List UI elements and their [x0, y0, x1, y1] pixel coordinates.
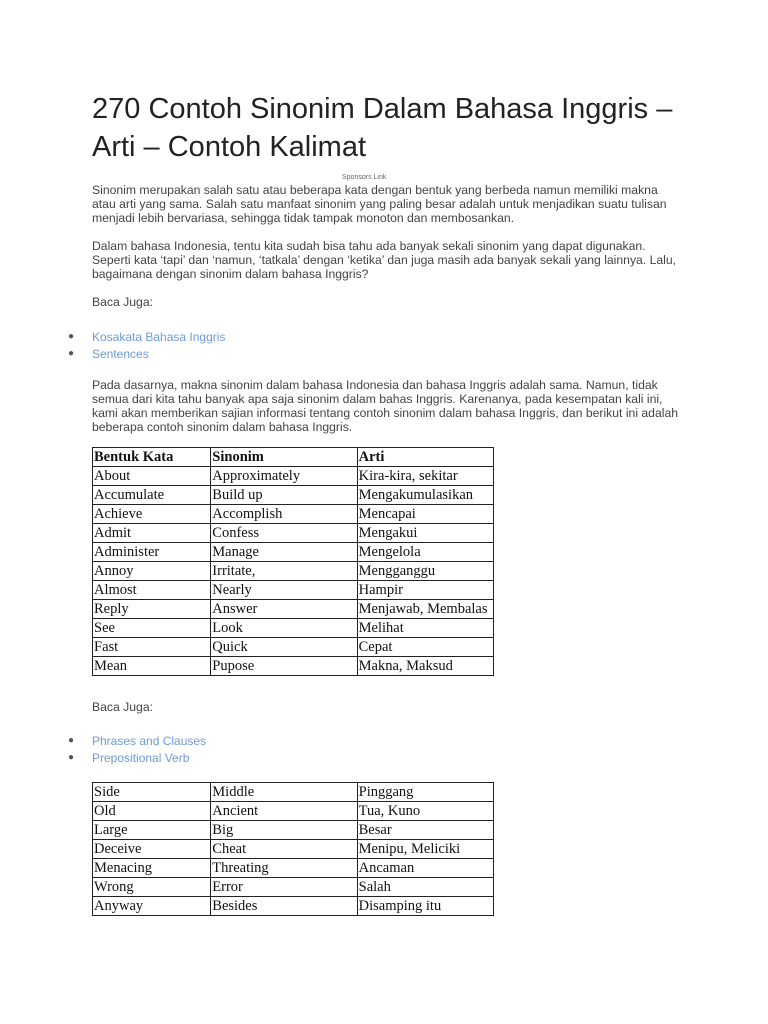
table-cell: Accumulate [93, 486, 211, 505]
bullet-icon: ● [68, 348, 75, 359]
table-cell: Almost [93, 581, 211, 600]
table-cell: Pupose [211, 657, 357, 676]
header-cell: Sinonim [211, 448, 357, 467]
table-cell: Disamping itu [357, 897, 493, 916]
table-cell: Approximately [211, 467, 357, 486]
table-cell: See [93, 619, 211, 638]
related-link[interactable]: Sentences [92, 347, 149, 361]
table-row [93, 638, 494, 657]
table-cell: Mengelola [357, 543, 493, 562]
table-cell: Cheat [211, 840, 357, 859]
table-row [93, 783, 494, 802]
table-row [93, 897, 494, 916]
synonym-table [92, 447, 494, 676]
table-cell: Big [211, 821, 357, 840]
table-cell: Achieve [93, 505, 211, 524]
list-item[interactable] [68, 330, 226, 347]
related-links-list [68, 330, 226, 364]
table-cell: Threating [211, 859, 357, 878]
table-cell: Mengakumulasikan [357, 486, 493, 505]
table-row [93, 802, 494, 821]
table-cell: Mencapai [357, 505, 493, 524]
related-link[interactable]: Phrases and Clauses [92, 734, 207, 748]
table-cell: Melihat [357, 619, 493, 638]
synonym-table-2 [92, 782, 494, 916]
table-cell: Anyway [93, 897, 211, 916]
table-row [93, 657, 494, 676]
table-cell: Mengganggu [357, 562, 493, 581]
table-row [93, 486, 494, 505]
table-cell: Large [93, 821, 211, 840]
related-link[interactable]: Prepositional Verb [92, 751, 190, 765]
table-cell: Besar [357, 821, 493, 840]
table-row [93, 878, 494, 897]
table-row [93, 467, 494, 486]
table-cell: Answer [211, 600, 357, 619]
table-cell: Middle [211, 783, 357, 802]
table-cell: Look [211, 619, 357, 638]
table-cell: Pinggang [357, 783, 493, 802]
list-item[interactable] [68, 734, 207, 751]
table-cell: Makna, Maksud [357, 657, 493, 676]
table-cell: Quick [211, 638, 357, 657]
table-cell: About [93, 467, 211, 486]
table-cell: Administer [93, 543, 211, 562]
table-cell: Old [93, 802, 211, 821]
list-item[interactable] [68, 751, 206, 768]
table-cell: Tua, Kuno [357, 802, 493, 821]
related-links-list [68, 734, 207, 768]
table-cell: Mengakui [357, 524, 493, 543]
table-cell: Deceive [93, 840, 211, 859]
table-cell: Reply [93, 600, 211, 619]
page-title: 270 Contoh Sinonim Dalam Bahasa Inggris – Arti – Contoh Kalimat [92, 93, 673, 163]
baca-juga-label: Baca Juga: [92, 295, 153, 309]
bullet-icon: ● [68, 752, 75, 763]
table-cell: Irritate, [211, 562, 357, 581]
second-paragraph: Dalam bahasa Indonesia, tentu kita sudah bisa tahu ada banyak sekali sinonim yang dapat digunakan. Seperti kata ‘tapi’ dan ‘namun, ‘tatkala’ dengan ‘ketika’ dan juga masih ada banyak sekali yang lainnya. Lalu, bagaimana dengan sinonim dalam bahasa Inggris? [92, 239, 677, 281]
table-header-row [93, 448, 494, 467]
table-cell: Kira-kira, sekitar [357, 467, 493, 486]
header-cell: Bentuk Kata [93, 448, 211, 467]
table-row [93, 859, 494, 878]
baca-juga-label: Baca Juga: [92, 700, 153, 714]
table-cell: Hampir [357, 581, 493, 600]
table-cell: Menjawab, Membalas [357, 600, 493, 619]
table-row [93, 505, 494, 524]
table-row [93, 524, 494, 543]
sponsor-label: Sponsors Link [342, 174, 387, 181]
table-cell: Menacing [93, 859, 211, 878]
table-cell: Menipu, Meliciki [357, 840, 493, 859]
table-cell: Accomplish [211, 505, 357, 524]
table-row [93, 543, 494, 562]
bullet-icon: ● [68, 735, 75, 746]
table-row [93, 581, 494, 600]
table-cell: Confess [211, 524, 357, 543]
table-cell: Besides [211, 897, 357, 916]
table-cell: Side [93, 783, 211, 802]
table-cell: Ancaman [357, 859, 493, 878]
table-cell: Mean [93, 657, 211, 676]
table-cell: Build up [211, 486, 357, 505]
table-cell: Wrong [93, 878, 211, 897]
related-link[interactable]: Kosakata Bahasa Inggris [92, 330, 226, 344]
table-cell: Nearly [211, 581, 357, 600]
table-cell: Cepat [357, 638, 493, 657]
table-row [93, 821, 494, 840]
table-row [93, 600, 494, 619]
table-cell: Ancient [211, 802, 357, 821]
table-cell: Fast [93, 638, 211, 657]
header-cell: Arti [357, 448, 493, 467]
table-row [93, 840, 494, 859]
table-cell: Salah [357, 878, 493, 897]
table-cell: Error [211, 878, 357, 897]
table-cell: Annoy [93, 562, 211, 581]
intro-paragraph: Sinonim merupakan salah satu atau beberapa kata dengan bentuk yang berbeda namun memiliki makna atau arti yang sama. Salah satu manfaat sinonim yang paling besar adalah untuk menjadikan suatu tulisan menjadi lebih bervariasa, sehingga tidak tampak monoton dan membosankan. [92, 183, 667, 225]
table-cell: Manage [211, 543, 357, 562]
table-cell: Admit [93, 524, 211, 543]
table-row [93, 562, 494, 581]
third-paragraph: Pada dasarnya, makna sinonim dalam bahasa Indonesia dan bahasa Inggris adalah sama. Namun, tidak semua dari kita tahu banyak apa saja sinonim dalam bahas Inggris. Karenanya, pada kesempatan kali ini, kami akan memberikan sajian informasi tentang contoh sinonim dalam bahasa Inggris, dan berikut ini adalah beberapa contoh sinonim dalam bahasa Inggris. [92, 378, 679, 434]
bullet-icon: ● [68, 331, 75, 342]
table-row [93, 619, 494, 638]
list-item[interactable] [68, 347, 225, 364]
